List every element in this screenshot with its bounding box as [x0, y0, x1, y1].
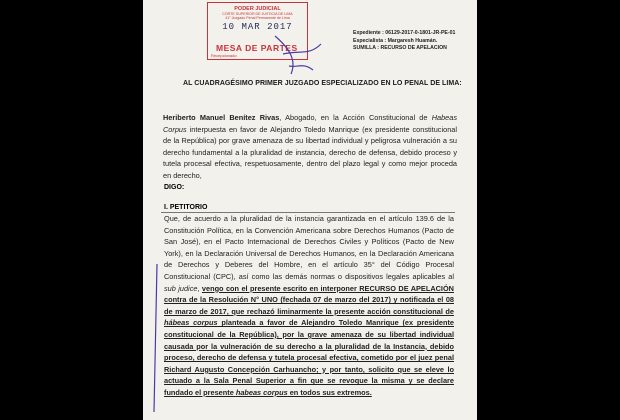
- case-info-block: [353, 30, 455, 53]
- handwritten-signature: [269, 30, 329, 78]
- petitorio-bold-2: planteada a favor de Alejandro Toledo Manrique (ex presidente constitucional de la República), por la grave amenaza de su libertad individual causada por la vulneración de su derecho a la pluralidad de la Instancia, debido proceso, derecho de defensa y tutela procesal efectiva, cometido por el juez penal Richard Augusto Concepción Carhuancho; y por tanto, solicito que se eleve lo actuado a la Sala Penal Superior a fin que se revoque la misma y se declare fundado el presente: [164, 318, 454, 397]
- stamp-court: CORTE SUPERIOR DE JUSTICIA DE LIMA: [222, 12, 293, 16]
- stamp-date: 10 MAR 2017: [222, 22, 293, 32]
- intro-text-1: , Abogado, en la Acción Constitucional de: [279, 113, 432, 122]
- stamp-received-label: Recepcionado: [211, 53, 237, 58]
- intro-text-2: interpuesta en favor de Alejandro Toledo Manrique (ex presidente constitucional de la República) por grave amenaza de su libertad individual y peligrosa vulneración a su derecho fundamental a la pluralidad de instancia, derecho de defensa, debido proceso y tutela procesal efectiva, respetuosamente, dentro del plazo legal y como mejor proceda en derecho,: [163, 124, 457, 180]
- petitioner-name: Heriberto Manuel Benítez Rivas: [163, 113, 280, 122]
- court-header: AL CUADRAGÉSIMO PRIMER JUZGADO ESPECIALIZADO EN LO PENAL DE LIMA:: [183, 80, 462, 87]
- petitorio-text-2: ,: [197, 283, 202, 293]
- intro-paragraph: [163, 112, 457, 182]
- habeas-corpus-term-3: habeas corpus: [235, 387, 288, 397]
- habeas-corpus-term: Habeas Corpus: [163, 113, 457, 134]
- petitorio-bold-1: vengo con el presente escrito en interponer RECURSO DE APELACIÓN contra de la Resolución N° UNO (fechada 07 de marzo del 2017) y notificada el 08 de marzo de 2017, que rechazó liminarmente la presente acción constitucional de: [164, 283, 454, 316]
- petitorio-text-1: Que, de acuerdo a la pluralidad de la instancia garantizada en el artículo 139.6 de la Constitución Política, en la Convención Americana sobre Derechos Humanos (Pacto de San José), en el Pacto Internacional de Derechos Civiles y Políticos (Pacto de New York), en la Declaración Universal de Derechos Humanos, en la Declaración Americana de Derechos y Deberes del Hombre, en el artículo 35° del Código Procesal Constitucional (CPC), así como las demás normas o dispositivos legales aplicables al: [164, 214, 454, 281]
- case-especialista: Especialista : Margaresh Huamán.: [353, 37, 438, 44]
- petitorio-bold-3: en todos sus extremos.: [287, 387, 372, 397]
- margin-pen-mark: [151, 262, 160, 418]
- case-sumilla: SUMILLA : RECURSO DE APELACION: [353, 45, 447, 51]
- habeas-corpus-term-2: hábeas corpus: [164, 318, 218, 328]
- document-page: [143, 0, 477, 420]
- stamp-title: PODER JUDICIAL: [234, 6, 281, 12]
- digo-heading: DIGO:: [164, 184, 185, 191]
- petitorio-heading: I. PETITORIO: [164, 204, 208, 211]
- petitorio-paragraph: [164, 213, 454, 399]
- case-expediente: Expediente : 06129-2017-0-1801-JR-PE-01: [353, 30, 456, 36]
- stamp-office: MESA DE PARTES: [216, 43, 298, 53]
- stamp-juzgado: 41° Juzgado Penal Permanente de Lima: [225, 16, 290, 20]
- sub-judice-term: sub judice: [164, 283, 198, 293]
